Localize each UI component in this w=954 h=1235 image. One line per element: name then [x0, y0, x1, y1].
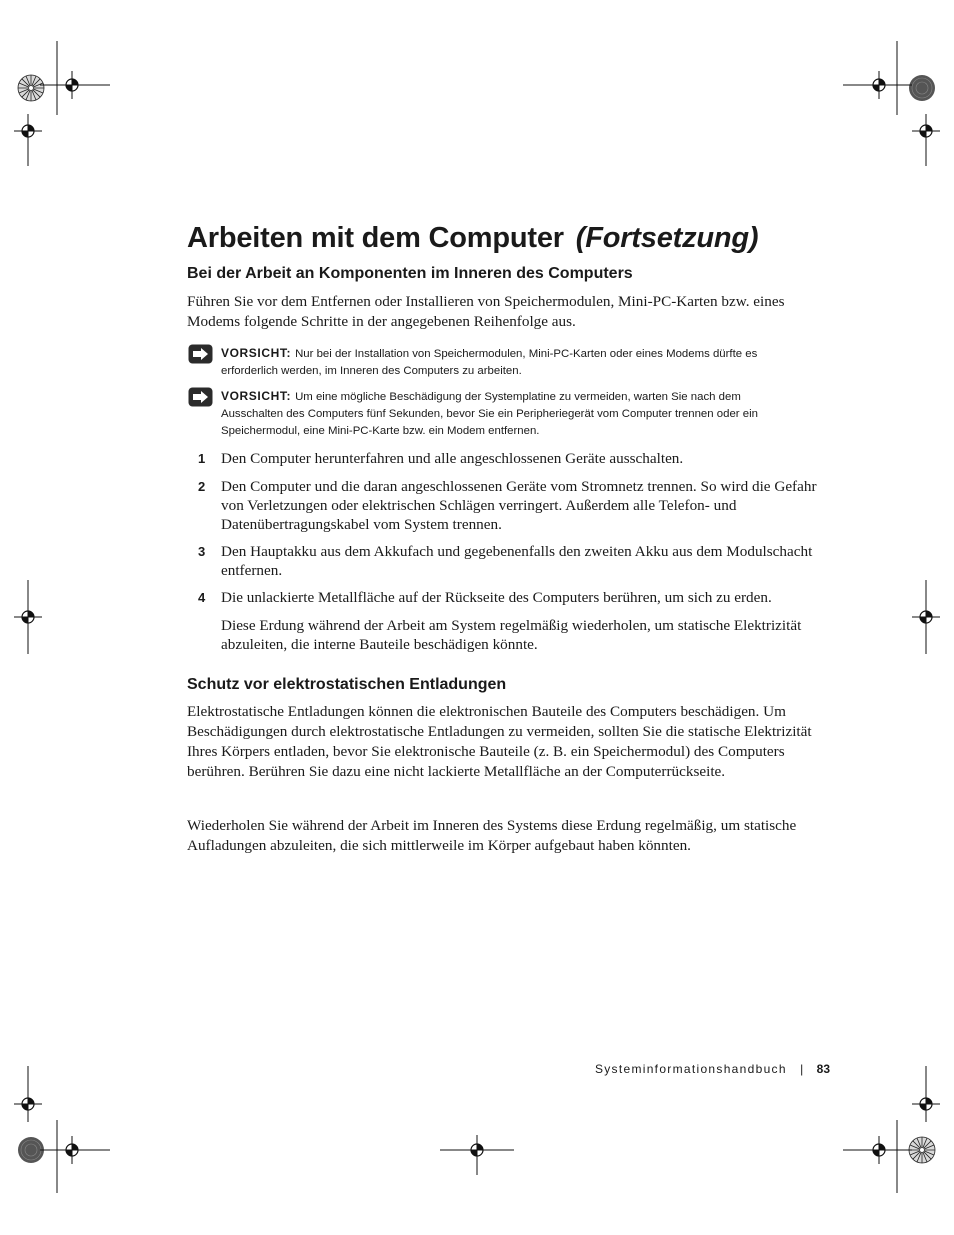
- caution-note-text: [221, 345, 798, 380]
- step-text: Die unlackierte Metallfläche auf der Rückseite des Computers berühren, um sich zu erden.: [221, 589, 772, 606]
- step-text: Den Hauptakku aus dem Akkufach und gegebenenfalls den zweiten Akku aus dem Modulschacht entfernen.: [221, 543, 813, 579]
- footer-title: Systeminformationshandbuch: [594, 1062, 787, 1076]
- step-followup-text: Diese Erdung während der Arbeit am System regelmäßig wiederholen, um statische Elektrizität abzuleiten, die interne Bauteile beschädigen könnte.: [221, 617, 802, 653]
- caution-note: [188, 345, 798, 380]
- footer-separator: |: [800, 1062, 804, 1076]
- esd-paragraph-1: Elektrostatische Entladungen können die elektronischen Bauteile des Computers beschädigen. Um Beschädigungen durch elektrostatische Entladungen zu vermeiden, sollten Sie die statische Elektrizität Ihres Körpers entladen, bevor Sie elektronische Bauteile (z. B. ein Speichermodul) des Computers berühren. Berühren Sie dazu eine nicht lackierte Metallfläche an der Computerrückseite.: [187, 703, 812, 780]
- caution-icon: [188, 344, 213, 364]
- list-item: [187, 449, 817, 468]
- step-text: Den Computer herunterfahren und alle angeschlossenen Geräte ausschalten.: [221, 450, 684, 467]
- section-intro-paragraph: Führen Sie vor dem Entfernen oder Installieren von Speichermodulen, Mini-PC-Karten bzw. eines Modems folgende Schritte in der angegebenen Reihenfolge aus.: [187, 293, 785, 330]
- page-title-main: Arbeiten mit dem Computer: [187, 222, 564, 254]
- caution-icon: [188, 387, 213, 407]
- caution-note-text: [221, 388, 798, 440]
- step-followup: [187, 616, 817, 654]
- list-item: [187, 588, 817, 607]
- step-text: Den Computer und die daran angeschlossenen Geräte vom Stromnetz trennen. So wird die Gefahr von Verletzungen oder elektrischen Schlägen verringert. Außerdem alle Telefon- und Datenübertragungskabel vom System trennen.: [221, 478, 817, 533]
- section-heading-components: Bei der Arbeit an Komponenten im Inneren des Computers: [187, 265, 633, 282]
- caution-message: Um eine mögliche Beschädigung der Systemplatine zu vermeiden, warten Sie nach dem Ausschalten des Computers fünf Sekunden, bevor Sie ein Peripheriegerät vom Computer trennen oder ein Speichermodul, eine Mini-PC-Karte bzw. ein Modem entfernen.: [221, 391, 758, 437]
- registration-disc-top-right: [909, 75, 935, 101]
- step-number: 4: [198, 590, 206, 605]
- page-title-continuation: (Fortsetzung): [575, 222, 759, 254]
- registration-star-bottom-right: [909, 1137, 935, 1163]
- step-number: 3: [198, 544, 206, 559]
- caution-note: [188, 388, 798, 440]
- section-heading-esd: Schutz vor elektrostatischen Entladungen: [187, 676, 507, 693]
- registration-star-top-left: [18, 75, 44, 101]
- step-number: 2: [198, 479, 206, 494]
- caution-message: Nur bei der Installation von Speichermodulen, Mini-PC-Karten oder eines Modems dürfte es erforderlich werden, im Inneren des Computers zu arbeiten.: [221, 348, 758, 377]
- page-title: [187, 222, 758, 255]
- list-item: [187, 477, 817, 534]
- step-number: 1: [198, 451, 206, 466]
- page-footer: [595, 1062, 830, 1076]
- caution-label: VORSICHT:: [221, 389, 292, 403]
- list-item: [187, 542, 817, 580]
- esd-paragraph-2: Wiederholen Sie während der Arbeit im Inneren des Systems diese Erdung regelmäßig, um statische Aufladungen abzuleiten, die sich mittlerweile im Körper aufgebaut haben könnten.: [187, 817, 797, 854]
- page-number: 83: [816, 1062, 830, 1076]
- caution-label: VORSICHT:: [221, 346, 292, 360]
